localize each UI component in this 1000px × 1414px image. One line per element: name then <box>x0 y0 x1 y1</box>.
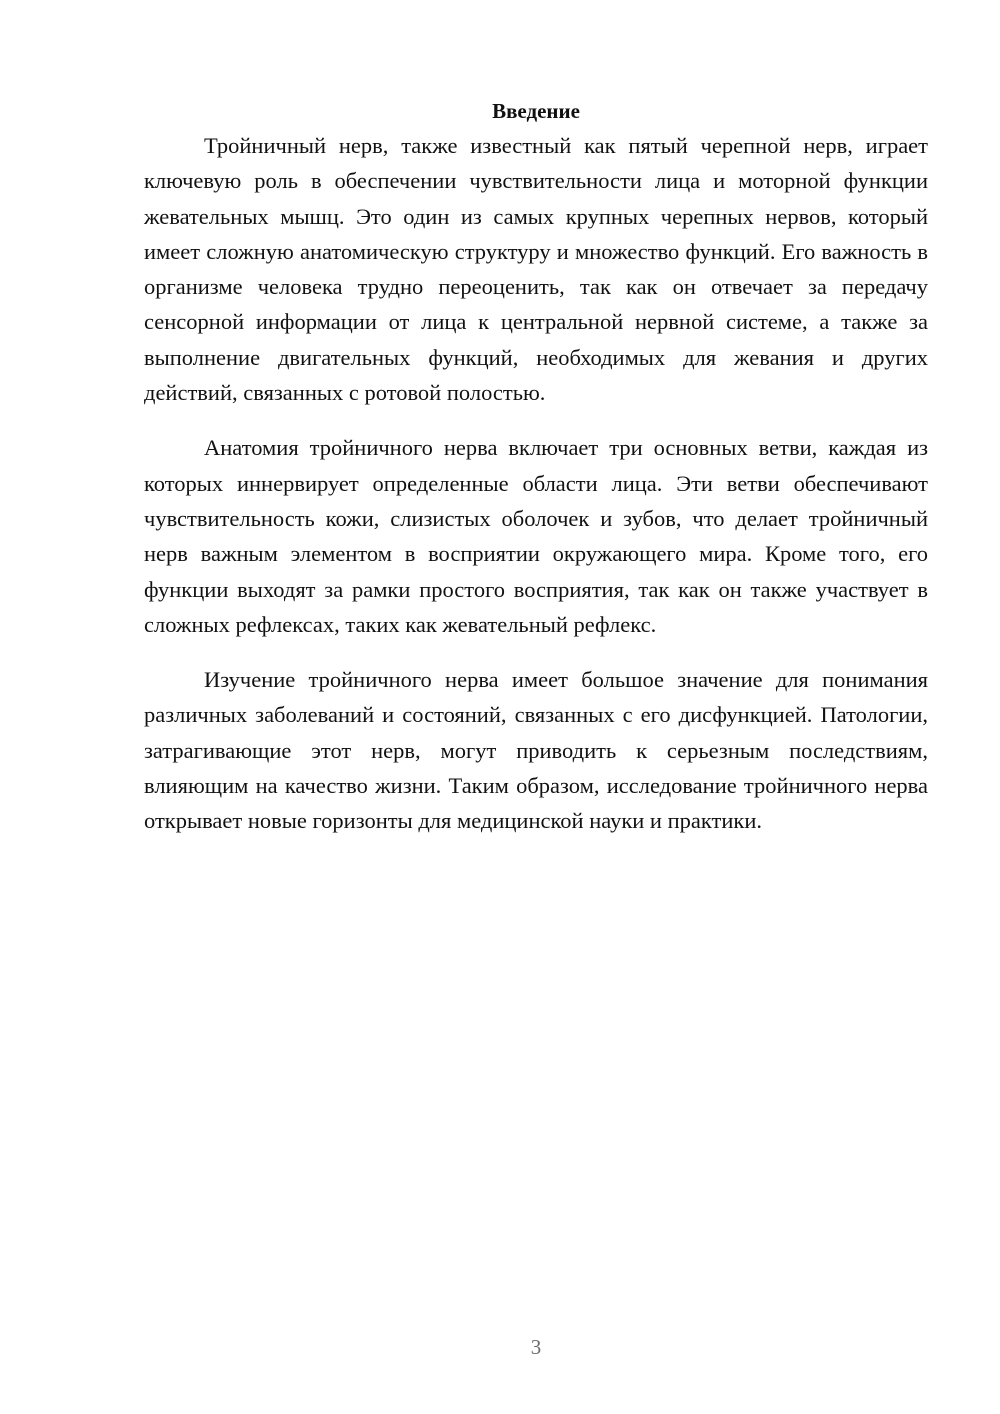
paragraph-1: Тройничный нерв, также известный как пятый черепной нерв, играет ключевую роль в обеспечении чувствительности лица и моторной функции жевательных мышц. Это один из самых крупных черепных нервов, который имеет сложную анатомическую структуру и множество функций. Его важность в организме человека трудно переоценить, так как он отвечает за передачу сенсорной информации от лица к центральной нервной системе, а также за выполнение двигательных функций, необходимых для жевания и других действий, связанных с ротовой полостью. <box>144 133 928 406</box>
section-title: Введение <box>492 99 580 123</box>
page-content <box>144 96 928 839</box>
page-number: 3 <box>530 1335 542 1359</box>
paragraph-3: Изучение тройничного нерва имеет большое значение для понимания различных заболеваний и состояний, связанных с его дисфункцией. Патологии, затрагивающие этот нерв, могут приводить к серьезным последствиям, влияющим на качество жизни. Таким образом, исследование тройничного нерва открывает новые горизонты для медицинской науки и практики. <box>144 667 928 834</box>
paragraph-2: Анатомия тройничного нерва включает три основных ветви, каждая из которых иннервирует определенные области лица. Эти ветви обеспечивают чувствительность кожи, слизистых оболочек и зубов, что делает тройничный нерв важным элементом в восприятии окружающего мира. Кроме того, его функции выходят за рамки простого восприятия, так как он также участвует в сложных рефлексах, таких как жевательный рефлекс. <box>144 435 928 637</box>
